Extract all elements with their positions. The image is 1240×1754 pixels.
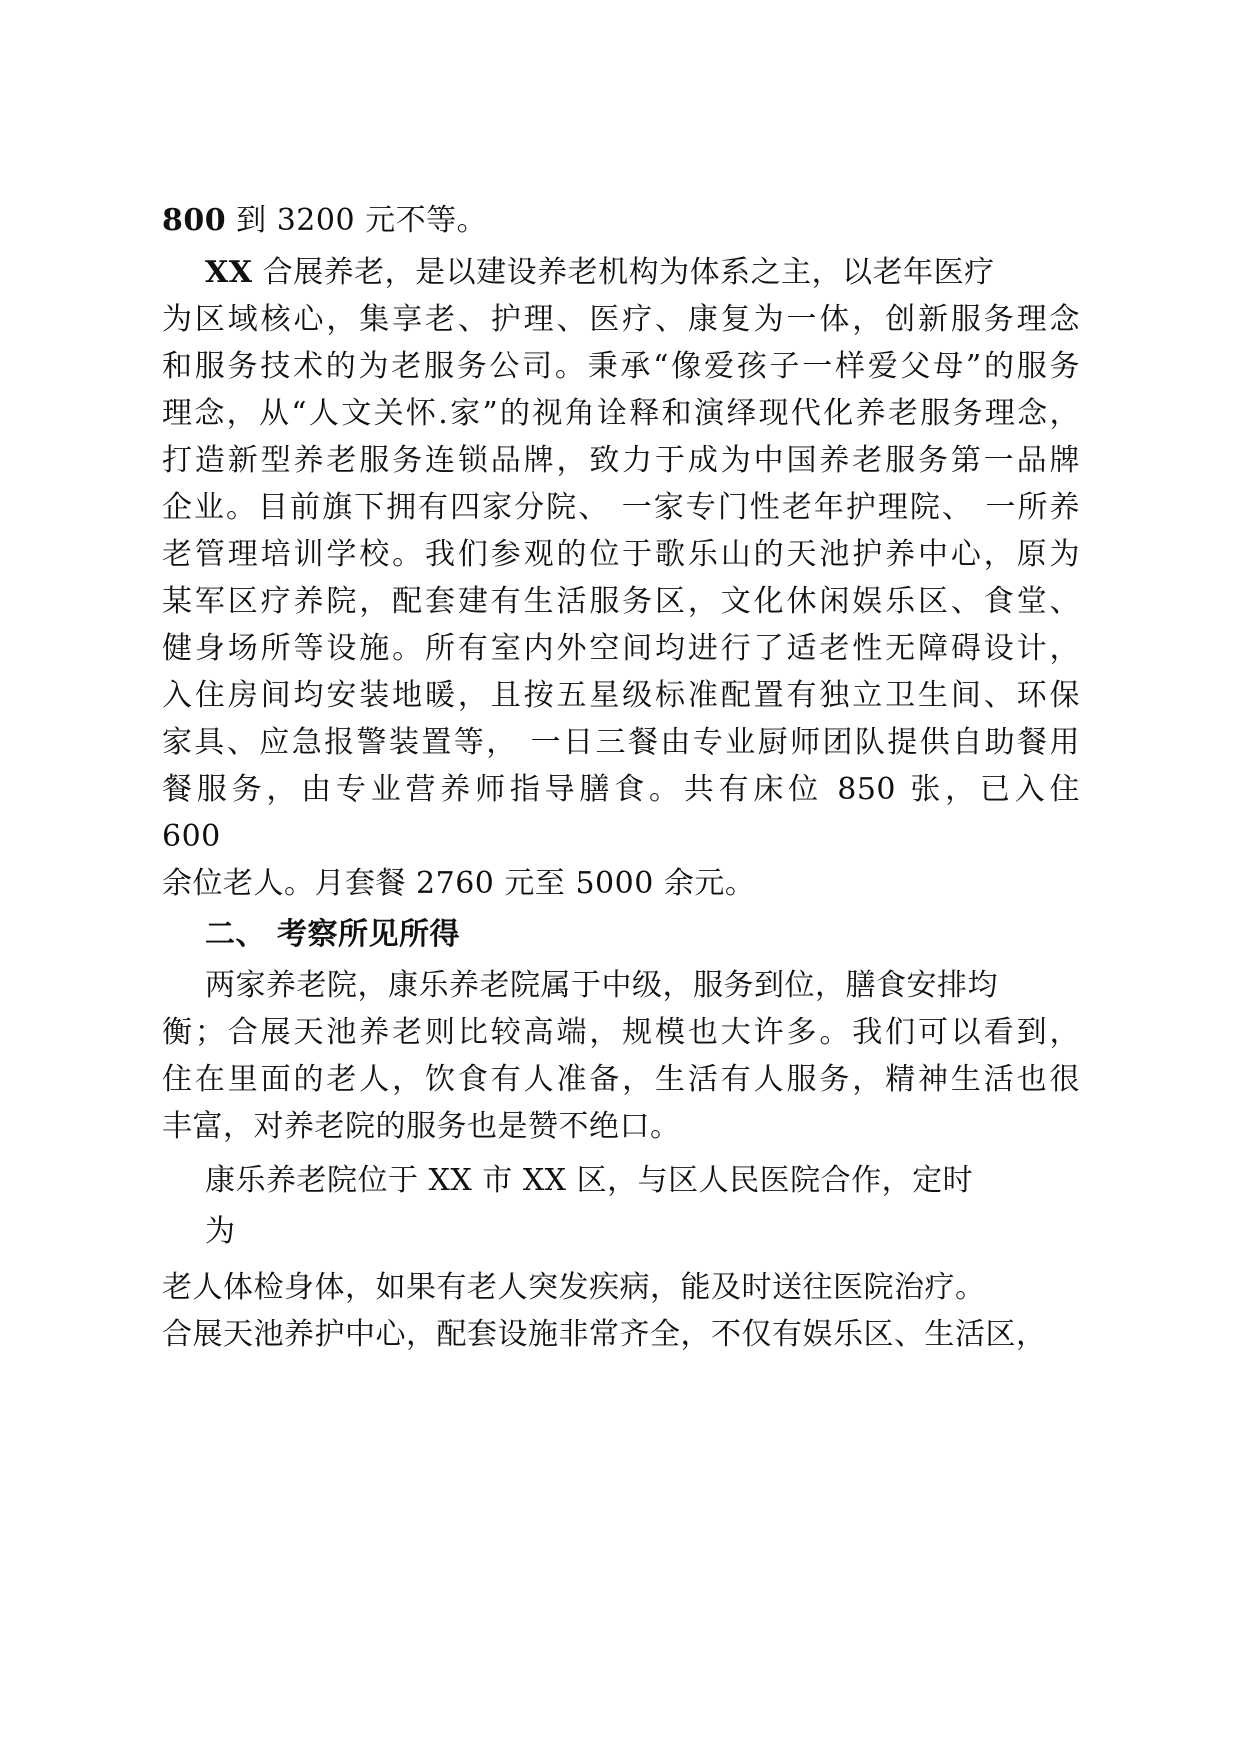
name-prefix: XX xyxy=(205,255,253,290)
text-line: 家具、应急报警装置等， 一日三餐由专业厨师团队提供自助餐用 xyxy=(162,725,1080,760)
text-line: 健身场所等设施。所有室内外空间均进行了适老性无障碍设计， xyxy=(162,631,1080,666)
text-line: 600 xyxy=(162,819,221,854)
paragraph-start-line: 两家养老院，康乐养老院属于中级，服务到位，膳食安排均 xyxy=(205,968,998,1003)
text-line: 800 到 3200 元不等。 xyxy=(162,203,488,238)
paragraph-start-line: XX 合展养老，是以建设养老机构为体系之主，以老年医疗 xyxy=(205,255,995,290)
text-line: 丰富，对养老院的服务也是赞不绝口。 xyxy=(162,1109,681,1144)
text-line: 和服务技术的为老服务公司。秉承“像爱孩子一样爱父母”的服务 xyxy=(162,349,1080,384)
text-line: 企业。目前旗下拥有四家分院、 一家专门性老年护理院、 一所养 xyxy=(162,490,1080,525)
paragraph-start-line: 康乐养老院位于 XX 市 XX 区，与区人民医院合作，定时 xyxy=(205,1163,974,1198)
text-line: 为区域核心，集享老、护理、医疗、康复为一体，创新服务理念 xyxy=(162,302,1080,337)
number-prefix: 800 xyxy=(162,203,227,238)
text-line: 为 xyxy=(205,1214,236,1249)
text-line: 余位老人。月套餐 2760 元至 5000 余元。 xyxy=(162,866,756,901)
text-line: 某军区疗养院，配套建有生活服务区，文化休闲娱乐区、食堂、 xyxy=(162,584,1080,619)
text-line: 合展天池养护中心，配套设施非常齐全，不仅有娱乐区、生活区， xyxy=(162,1317,1047,1352)
text-line: 理念，从“人文关怀.家”的视角诠释和演绎现代化养老服务理念， xyxy=(162,396,1080,431)
text-line: 老管理培训学校。我们参观的位于歌乐山的天池护养中心，原为 xyxy=(162,537,1080,572)
text-line: 老人体检身体，如果有老人突发疾病，能及时送往医院治疗。 xyxy=(162,1270,986,1305)
text-line: 打造新型养老服务连锁品牌，致力于成为中国养老服务第一品牌 xyxy=(162,443,1080,478)
text-line: 入住房间均安装地暖，且按五星级标准配置有独立卫生间、环保 xyxy=(162,678,1080,713)
text-line: 衡；合展天池养老则比较高端，规模也大许多。我们可以看到， xyxy=(162,1015,1080,1050)
text-line: 住在里面的老人，饮食有人准备，生活有人服务，精神生活也很 xyxy=(162,1062,1080,1097)
section-heading: 二、 考察所见所得 xyxy=(205,917,460,952)
text-line: 餐服务，由专业营养师指导膳食。共有床位 850 张，已入住 xyxy=(162,772,1080,807)
